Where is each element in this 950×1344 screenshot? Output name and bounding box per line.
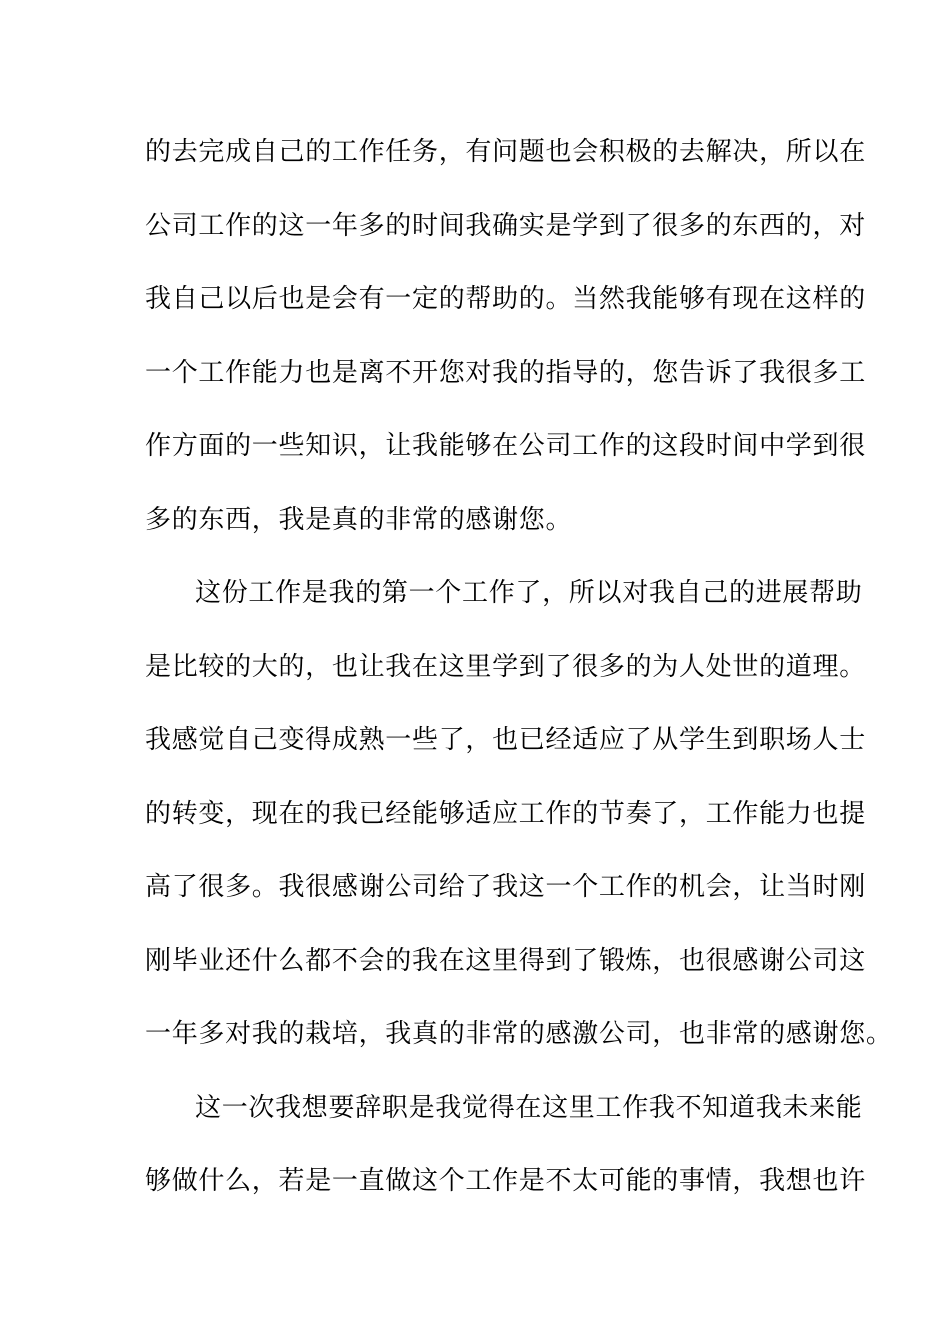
text-line: 一年多对我的栽培，我真的非常的感激公司，也非常的感谢您。: [145, 1019, 893, 1049]
text-line: 公司工作的这一年多的时间我确实是学到了很多的东西的，对: [145, 210, 866, 241]
text-line: 刚毕业还什么都不会的我在这里得到了锻炼，也很感谢公司这: [145, 945, 866, 976]
text-line: 是比较的大的，也让我在这里学到了很多的为人处世的道理。: [145, 651, 866, 682]
text-line: 的转变，现在的我已经能够适应工作的节奏了，工作能力也提: [145, 798, 866, 829]
text-line: 高了很多。我很感谢公司给了我这一个工作的机会，让当时刚: [145, 872, 866, 902]
text-line: 的去完成自己的工作任务，有问题也会积极的去解决，所以在: [145, 137, 866, 167]
paragraph-first-line: 这份工作是我的第一个工作了，所以对我自己的进展帮助: [195, 578, 863, 608]
text-line: 作方面的一些知识，让我能够在公司工作的这段时间中学到很: [145, 431, 866, 461]
text-line: 够做什么，若是一直做这个工作是不太可能的事情，我想也许: [145, 1166, 866, 1196]
text-line: 一个工作能力也是离不开您对我的指导的，您告诉了我很多工: [145, 357, 866, 388]
paragraph-first-line: 这一次我想要辞职是我觉得在这里工作我不知道我未来能: [195, 1092, 863, 1123]
text-line: 多的东西，我是真的非常的感谢您。: [145, 504, 573, 535]
text-line: 我感觉自己变得成熟一些了，也已经适应了从学生到职场人士: [145, 725, 866, 755]
body-text: [145, 126, 893, 1229]
text-line: 我自己以后也是会有一定的帮助的。当然我能够有现在这样的: [145, 284, 866, 314]
